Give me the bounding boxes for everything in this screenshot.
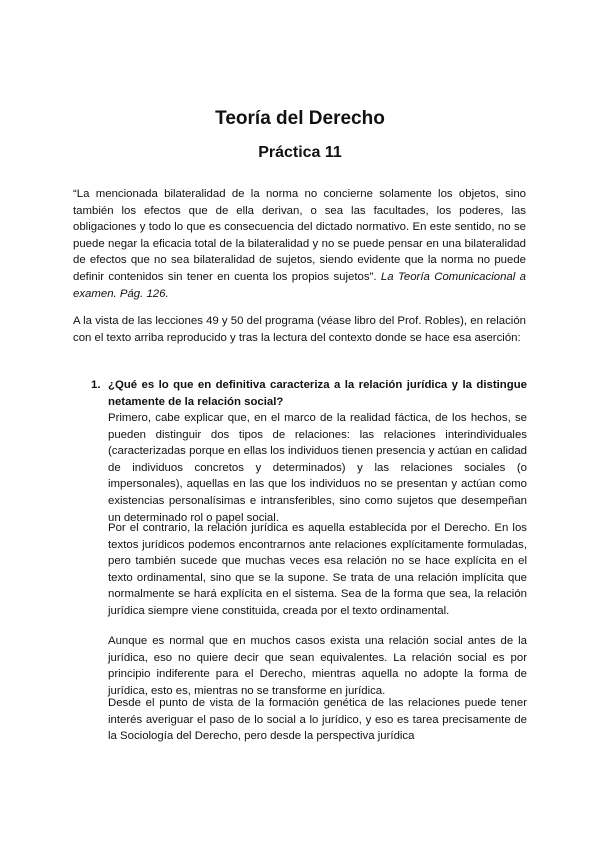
question-1 — [91, 377, 527, 410]
document-title: Teoría del Derecho — [215, 108, 385, 129]
answer-paragraph-3: Aunque es normal que en muchos casos exista una relación social antes de la jurídica, eso no quiere decir que sean equivalentes. La relación social es por principio indiferente para el Derecho, mientras aquella no adopte la forma de jurídica, esto es, mientras no se transforme en jurídica. — [108, 635, 527, 697]
question-number: 1. — [91, 379, 101, 391]
quote-source: La Teoría Comunicacional a examen. Pág. 126. — [73, 270, 526, 300]
answer-paragraph-4: Desde el punto de vista de la formación genética de las relaciones puede tener interés averiguar el paso de lo social a lo jurídico, y eso es tarea precisamente de la Sociología del Derecho, pero desde la perspectiva jurídica — [108, 697, 527, 743]
document-subtitle: Práctica 11 — [258, 144, 342, 161]
answer-paragraph-1: Primero, cabe explicar que, en el marco de la realidad fáctica, de los hechos, se pueden distinguir dos tipos de relaciones: las relaciones interindividuales (caracterizadas porque en ellas los individuos tienen presencia y actúan en calidad de individuos concretos y determinados) y las relaciones sociales (o impersonales), aquellas en las que los individuos no se presentan y actúan como existencias personalísimas e intransferibles, sino como sujetos que desempeñan un determinado rol o papel social. — [108, 412, 527, 524]
quote-text: “La mencionada bilateralidad de la norma no concierne solamente los objetos, sino también los efectos que de ella derivan, o sea las facultades, los poderes, las obligaciones y todo lo que es consecuencia del dictado normativo. En este sentido, no se puede negar la eficacia total de la bilateralidad y no se puede pensar en una bilateralidad de efectos que no sea bilateralidad de sujetos, siendo evidente que la norma no puede definir contenidos sin tener en cuenta los propios sujetos”. — [73, 188, 526, 283]
question-text: ¿Qué es lo que en definitiva caracteriza a la relación jurídica y la distingue netamente de la relación social? — [108, 379, 527, 408]
answer-paragraph-2: Por el contrario, la relación jurídica es aquella establecida por el Derecho. En los textos jurídicos podemos encontrarnos ante relaciones explícitamente formuladas, pero también sucede que muchas veces esa relación no se hace explícita en el texto ordinamental, sino que se la supone. Se trata de una relación implícita que normalmente se hará explícita en el sistema. Sea de la forma que sea, la relación jurídica siempre viene constituida, creada por el texto ordinamental. — [108, 522, 527, 617]
intro-paragraph: A la vista de las lecciones 49 y 50 del programa (véase libro del Prof. Robles), en relación con el texto arriba reproducido y tras la lectura del contexto donde se hace esa aserción: — [73, 315, 526, 344]
quote-paragraph — [73, 186, 526, 302]
